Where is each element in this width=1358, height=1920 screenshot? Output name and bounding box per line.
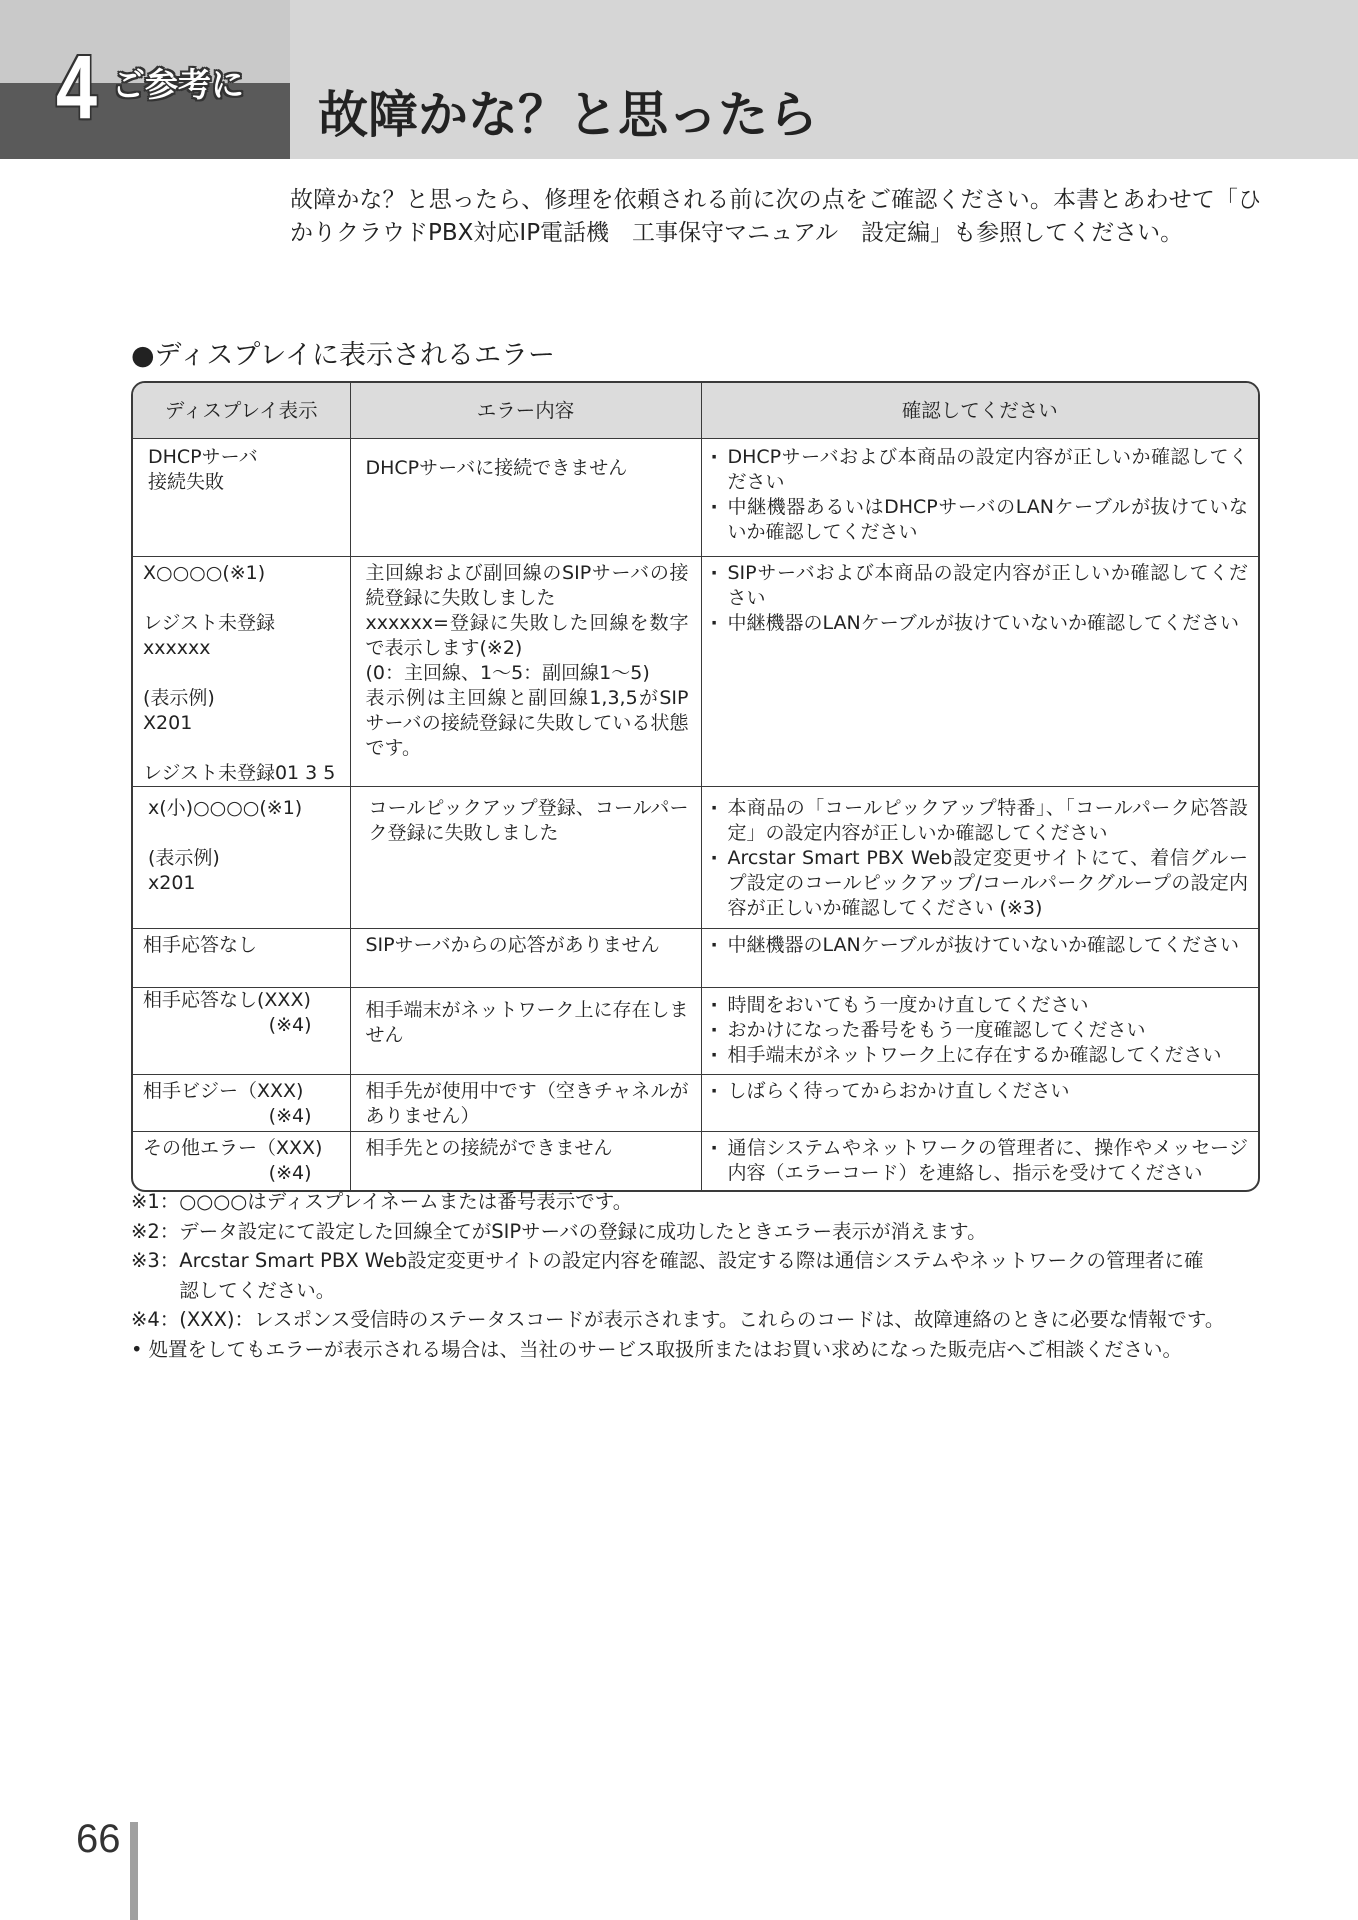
table-row — [133, 928, 1258, 987]
table-row — [133, 1074, 1258, 1131]
footnote — [131, 1246, 1321, 1305]
header-display: ディスプレイ表示 — [133, 383, 350, 438]
error-text: xxxxxx=登録に失敗した回線を数字で表示します(※2) — [365, 611, 689, 659]
check-list — [708, 1136, 1249, 1186]
display-group — [148, 796, 340, 821]
display-cell — [133, 786, 350, 928]
footnote-mark: ※1： — [131, 1190, 180, 1213]
display-cell — [133, 556, 350, 786]
chapter-label: ご参考に — [112, 65, 244, 104]
display-group — [143, 561, 340, 586]
error-text: 主回線および副回線のSIPサーバの接続登録に失敗しました — [365, 561, 689, 609]
table-row — [133, 438, 1258, 556]
check-list — [708, 993, 1249, 1068]
check-item: · 相手端末がネットワーク上に存在するか確認してください — [708, 1043, 1249, 1068]
display-footnote-ref: (※4) — [268, 1161, 312, 1184]
display-line: X○○○○(※1) — [143, 561, 266, 584]
page-edge-bar — [130, 1822, 138, 1920]
check-cell — [701, 1074, 1258, 1131]
check-item: · 時間をおいてもう一度かけ直してください — [708, 993, 1249, 1018]
error-cell — [350, 438, 701, 556]
section-heading: ●ディスプレイに表示されるエラー — [131, 340, 555, 371]
check-item: · 中継機器あるいはDHCPサーバのLANケーブルが抜けていないか確認してください — [708, 495, 1249, 545]
check-item: · SIPサーバおよび本商品の設定内容が正しいか確認してください — [708, 561, 1249, 611]
header-error: エラー内容 — [350, 383, 701, 438]
error-cell — [350, 556, 701, 786]
display-line: 相手応答なし — [143, 933, 258, 956]
bullet-mark: • — [131, 1337, 143, 1361]
error-table — [131, 381, 1260, 1192]
page-title: 故障かな？と思ったら — [318, 86, 818, 144]
display-cell — [133, 928, 350, 987]
display-line: 接続失敗 — [148, 470, 225, 493]
display-group — [143, 933, 340, 958]
display-line: (表示例) — [143, 686, 215, 709]
error-cell — [350, 1074, 701, 1131]
display-line: x201 — [148, 871, 196, 894]
error-cell — [350, 1131, 701, 1190]
footnote-mark: ※2： — [131, 1219, 180, 1243]
header-check: 確認してください — [701, 383, 1258, 438]
error-cell — [350, 786, 701, 928]
check-item: · Arcstar Smart PBX Web設定変更サイトにて、着信グループ設定のコールピックアップ/コールパークグループの設定内容が正しいか確認してください (※3) — [708, 846, 1249, 921]
display-group — [143, 1136, 340, 1186]
error-text: SIPサーバからの応答がありません — [365, 933, 660, 956]
error-text: (0：主回線、1～5：副回線1～5) — [365, 661, 650, 684]
check-item: · おかけになった番号をもう一度確認してください — [708, 1018, 1249, 1043]
footnote-mark: ※3： — [131, 1249, 180, 1272]
display-line: 相手応答なし(XXX) — [143, 988, 311, 1011]
table-row — [133, 1131, 1258, 1190]
display-group — [143, 1079, 340, 1129]
footnote — [131, 1305, 1321, 1335]
footnote-text: 処置をしてもエラーが表示される場合は、当社のサービス取扱所またはお買い求めになった販売店へご相談ください。 — [148, 1337, 1183, 1361]
footnotes — [131, 1187, 1321, 1364]
display-footnote-ref: (※4) — [268, 1013, 312, 1036]
footnote — [131, 1217, 1321, 1247]
display-cell — [133, 438, 350, 556]
display-example-group — [148, 846, 340, 896]
error-text: 表示例は主回線と副回線1,3,5がSIPサーバの接続登録に失敗している状態です。 — [365, 686, 689, 759]
footnote-mark: ※4： — [131, 1308, 180, 1331]
page-number: 66 — [76, 1817, 121, 1861]
error-text: コールピックアップ登録、コールパーク登録に失敗しました — [368, 796, 689, 844]
check-item: · しばらく待ってからおかけ直しください — [708, 1079, 1249, 1104]
display-footnote-ref: (※4) — [268, 1104, 312, 1127]
check-item: · 中継機器のLANケーブルが抜けていないか確認してください — [708, 933, 1249, 958]
table-row — [133, 786, 1258, 928]
check-cell — [701, 786, 1258, 928]
display-line: (表示例) — [148, 846, 220, 869]
display-group — [143, 761, 340, 786]
display-group — [143, 988, 340, 1038]
error-cell — [350, 987, 701, 1074]
display-line: レジスト未登録01 3 5 — [143, 761, 336, 784]
check-cell — [701, 987, 1258, 1074]
footnote-text: Arcstar Smart PBX Web設定変更サイトの設定内容を確認、設定する際は通信システムやネットワークの管理者に確認してください。 — [179, 1249, 1204, 1302]
error-text: 相手端末がネットワーク上に存在しません — [365, 998, 689, 1046]
check-item: · 本商品の「コールピックアップ特番」、「コールパーク応答設定」の設定内容が正しいか確認してください — [708, 796, 1249, 846]
display-cell — [133, 1074, 350, 1131]
footnote-text: ○○○○はディスプレイネームまたは番号表示です。 — [179, 1190, 633, 1213]
check-cell — [701, 438, 1258, 556]
display-line: 相手ビジー（XXX) — [143, 1079, 304, 1102]
check-item: · 中継機器のLANケーブルが抜けていないか確認してください — [708, 611, 1249, 636]
check-cell — [701, 556, 1258, 786]
display-group — [143, 611, 340, 661]
error-table-grid — [133, 383, 1258, 1190]
check-item: · DHCPサーバおよび本商品の設定内容が正しいか確認してください — [708, 445, 1249, 495]
check-list — [708, 445, 1249, 545]
display-group — [148, 445, 340, 495]
table-header-row — [133, 383, 1258, 438]
display-cell — [133, 1131, 350, 1190]
footnote-text: (XXX)：レスポンス受信時のステータスコードが表示されます。これらのコードは、故障連絡のときに必要な情報です。 — [179, 1308, 1225, 1331]
display-line: x(小)○○○○(※1) — [148, 796, 303, 819]
display-line: その他エラー（XXX) — [143, 1136, 323, 1159]
display-line: X201 — [143, 711, 193, 734]
error-text: 相手先との接続ができません — [365, 1136, 613, 1159]
error-text: 相手先が使用中です（空きチャネルがありません） — [365, 1079, 689, 1127]
check-cell — [701, 928, 1258, 987]
footnote — [131, 1187, 1321, 1217]
display-line: DHCPサーバ — [148, 445, 258, 468]
error-text: DHCPサーバに接続できません — [365, 456, 628, 479]
footnote — [131, 1335, 1321, 1365]
chapter-number: 4 — [56, 38, 98, 138]
error-cell — [350, 928, 701, 987]
intro-paragraph: 故障かな？と思ったら、修理を依頼される前に次の点をご確認ください。本書とあわせて「ひかりクラウドPBX対応IP電話機 工事保守マニュアル 設定編」も参照してください。 — [290, 187, 1261, 246]
table-row — [133, 556, 1258, 786]
check-list — [708, 796, 1249, 921]
check-cell — [701, 1131, 1258, 1190]
check-list — [708, 1079, 1249, 1104]
table-row — [133, 987, 1258, 1074]
display-line: レジスト未登録xxxxxx — [143, 611, 275, 659]
display-example-group — [143, 686, 340, 736]
check-list — [708, 561, 1249, 636]
check-list — [708, 933, 1249, 958]
check-item: · 通信システムやネットワークの管理者に、操作やメッセージ内容（エラーコード）を連絡し、指示を受けてください — [708, 1136, 1249, 1186]
footnote-text: データ設定にて設定した回線全てがSIPサーバの登録に成功したときエラー表示が消えます。 — [179, 1219, 987, 1243]
display-cell — [133, 987, 350, 1074]
